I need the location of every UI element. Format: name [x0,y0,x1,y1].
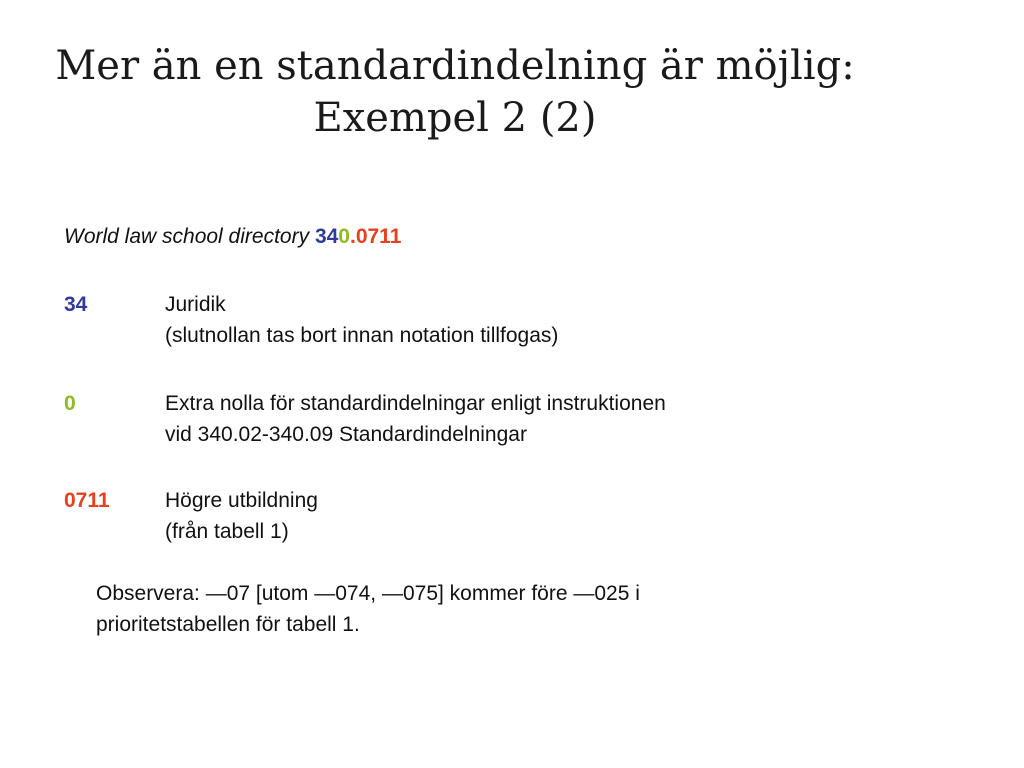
book-line [64,221,401,252]
entry-description-line: Juridik [165,293,226,316]
entry-code: 34 [64,293,88,316]
entry-description-line: (från tabell 1) [165,520,289,543]
book-title: World law school directory [64,225,310,248]
notation-part-zero: 0 [338,225,350,248]
slide-title [0,40,910,144]
entry-description [165,388,666,450]
entry-description-line: Högre utbildning [165,489,318,512]
title-line-2: Exempel 2 (2) [313,95,597,141]
notation-part-main: 34 [314,225,339,248]
note-line: Observera: —07 [utom —074, —075] kommer före —025 i [96,582,640,605]
entry-description-line: vid 340.02-340.09 Standardindelningar [165,423,527,446]
title-line-1: Mer än en standardindelning är möjlig: [55,43,855,89]
note-line: prioritetstabellen för tabell 1. [96,613,360,636]
entry-code: 0711 [64,489,110,512]
class-notation [315,225,401,248]
entry-description-line: (slutnollan tas bort innan notation tillfogas) [165,324,559,347]
entry-description-line: Extra nolla för standardindelningar enligt instruktionen [165,392,666,415]
entry-description [165,485,318,547]
observation-note [96,578,816,640]
notation-part-subdivision: .0711 [349,225,402,248]
entry-code: 0 [64,392,76,415]
entry-description [165,289,558,351]
